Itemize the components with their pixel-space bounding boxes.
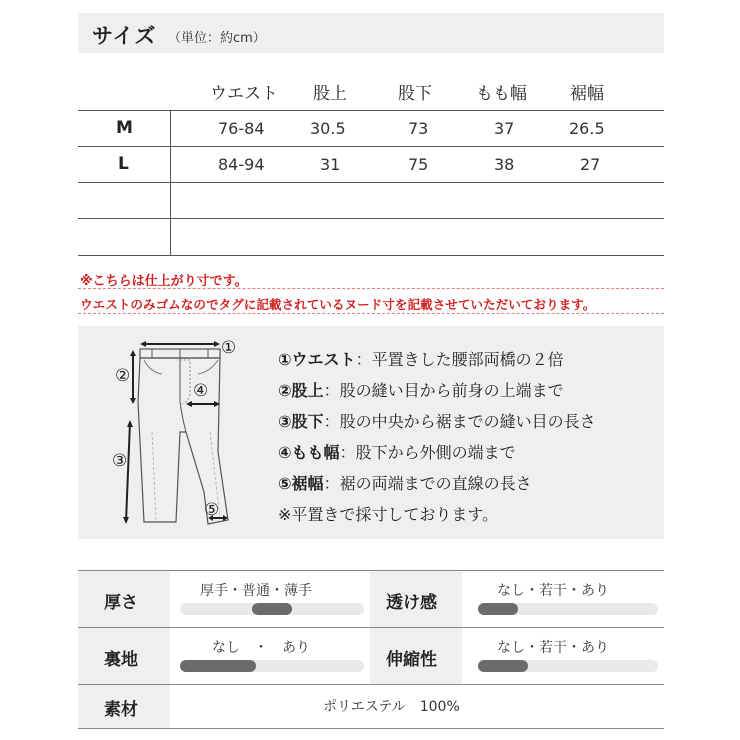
stretch-options: なし・若干・あり xyxy=(497,640,609,656)
dashed-divider xyxy=(78,288,664,289)
dashed-divider xyxy=(78,313,664,314)
note-finished-size: ※こちらは仕上がり寸です。 xyxy=(80,274,248,289)
table-cell: 73 xyxy=(408,119,429,138)
desc-footnote: ※平置きで採寸しております。 xyxy=(278,505,499,524)
desc-inseam: ③股下：股の中央から裾までの縫い目の長さ xyxy=(278,412,596,431)
stretch-label: 伸縮性 xyxy=(386,650,437,670)
table-line xyxy=(78,182,664,183)
col-header-rise: 股上 xyxy=(313,84,347,104)
lining-options: なし ・ あり xyxy=(212,640,310,656)
marker-waist: ① xyxy=(221,338,237,358)
table-cell: 31 xyxy=(320,155,341,174)
size-m-label: M xyxy=(116,118,133,138)
col-header-inseam: 股下 xyxy=(398,84,432,104)
table-cell: 30.5 xyxy=(310,119,346,138)
note-nude-size: ウエストのみゴムなのでタグに記載されているヌード寸を記載させていただいております。 xyxy=(80,297,596,312)
marker-thigh: ④ xyxy=(193,381,209,401)
thickness-indicator xyxy=(252,603,292,615)
table-line xyxy=(78,255,664,256)
table-cell: 26.5 xyxy=(569,119,605,138)
lining-scale xyxy=(180,660,364,672)
page-title: サイズ xyxy=(92,24,157,48)
marker-inseam: ③ xyxy=(112,451,128,471)
unit-label: （単位：約cm） xyxy=(168,31,266,46)
stretch-scale xyxy=(478,660,658,672)
transparency-scale xyxy=(478,603,658,615)
transparency-label: 透け感 xyxy=(386,593,437,613)
pants-diagram xyxy=(100,332,250,532)
thickness-scale xyxy=(180,603,364,615)
transparency-options: なし・若干・あり xyxy=(497,583,609,599)
table-cell: 27 xyxy=(580,155,601,174)
material-label: 素材 xyxy=(104,700,138,720)
table-line xyxy=(78,146,664,147)
marker-hem: ⑤ xyxy=(204,500,220,520)
material-value: ポリエステル 100% xyxy=(323,699,460,715)
size-l-label: L xyxy=(118,154,129,174)
marker-rise: ② xyxy=(115,366,131,386)
desc-waist: ①ウエスト：平置きした腰部両橋の２倍 xyxy=(278,350,564,369)
col-header-waist: ウエスト xyxy=(210,84,278,104)
thickness-options: 厚手・普通・薄手 xyxy=(200,583,312,599)
transparency-indicator xyxy=(478,603,518,615)
size-header-bar xyxy=(78,13,664,53)
table-line xyxy=(78,728,664,729)
lining-indicator xyxy=(180,660,256,672)
desc-thigh: ④もも幅：股下から外側の端まで xyxy=(278,443,516,462)
col-header-hem: 裾幅 xyxy=(570,84,604,104)
table-divider xyxy=(170,110,171,255)
table-line xyxy=(78,110,664,111)
lining-label: 裏地 xyxy=(104,650,138,670)
col-header-thigh: もも幅 xyxy=(476,84,527,104)
table-line xyxy=(78,218,664,219)
stretch-indicator xyxy=(478,660,528,672)
thickness-label: 厚さ xyxy=(104,593,138,613)
table-cell: 38 xyxy=(494,155,515,174)
desc-rise: ②股上：股の縫い目から前身の上端まで xyxy=(278,381,564,400)
table-cell: 84-94 xyxy=(218,155,265,174)
table-cell: 76-84 xyxy=(218,119,265,138)
table-cell: 37 xyxy=(494,119,515,138)
table-cell: 75 xyxy=(408,155,429,174)
desc-hem: ⑤裾幅：裾の両端までの直線の長さ xyxy=(278,474,532,493)
